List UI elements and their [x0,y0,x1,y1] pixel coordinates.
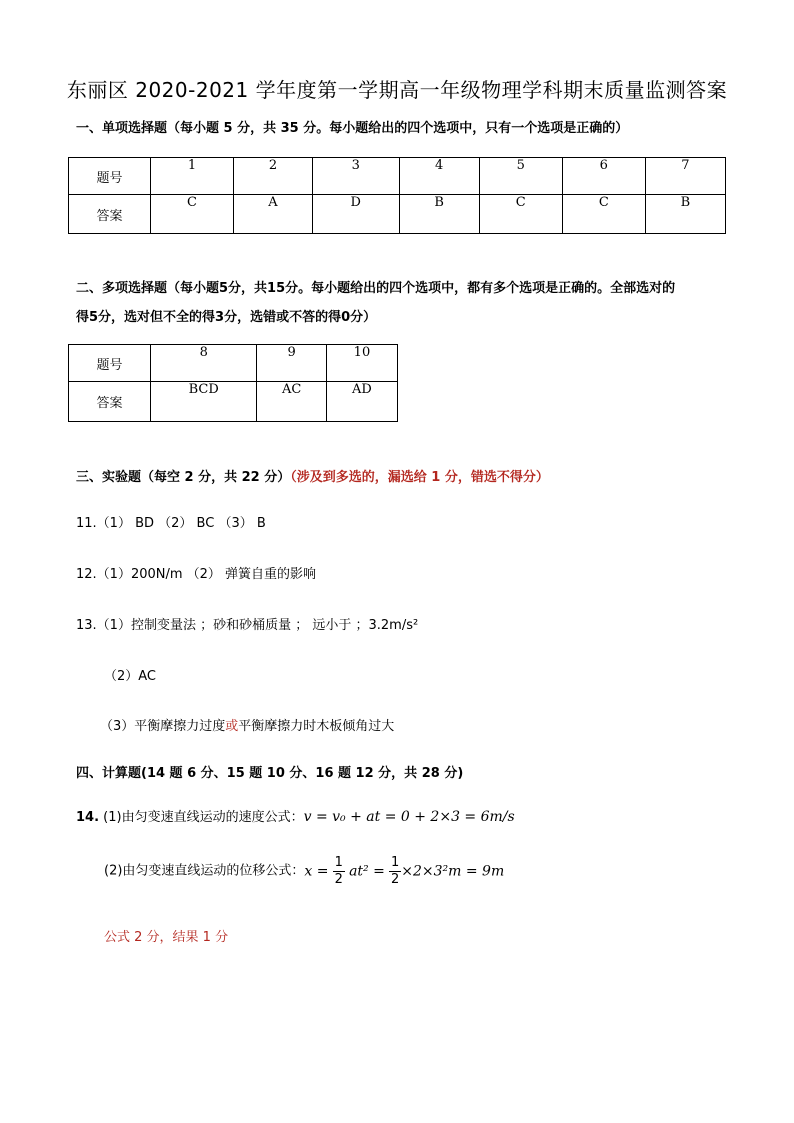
answer-cell: C [151,195,234,234]
answer-q11: 11.（1） BD （2） BC （3） B [76,516,266,531]
q14-2-text: (2)由匀变速直线运动的位移公式： [104,863,305,879]
section4-heading: 四、计算题(14 题 6 分、15 题 10 分、16 题 12 分，共 28 分) [76,766,464,781]
question-number: 5 [479,158,562,195]
q14-1-formula: v = v₀ + at = 0 + 2×3 = 6m/s [303,809,515,825]
row-label: 题号 [69,345,151,382]
question-number: 9 [257,345,326,382]
table-row [69,382,398,422]
answer-cell: A [234,195,313,234]
section3-title: 三、实验题（每空 2 分，共 22 分） [76,470,291,485]
answer-cell: B [645,195,725,234]
answer-cell: B [399,195,479,234]
question-number: 4 [399,158,479,195]
section3-heading [76,466,549,485]
q14-1-text: (1)由匀变速直线运动的速度公式： [103,810,304,825]
row-label: 题号 [69,158,151,195]
answer-cell: C [479,195,562,234]
answer-q13-3-or: 或 [225,719,239,734]
answer-cell: AD [326,382,397,422]
answer-cell: D [312,195,399,234]
row-label: 答案 [69,382,151,422]
question-number: 10 [326,345,397,382]
answer-q12: 12.（1）200N/m （2） 弹簧自重的影响 [76,567,317,582]
question-number: 3 [312,158,399,195]
fraction: $\frac{1}{2}$ [390,855,400,887]
q14-2-tail: ×2×3²m = 9m [401,863,505,880]
answer-q13-3 [100,715,394,734]
answer-cell: BCD [151,382,257,422]
scoring-note: 公式 2 分，结果 1 分 [104,930,229,945]
section1-heading: 一、单项选择题（每小题 5 分，共 35 分。每小题给出的四个选项中，只有一个选项是正确的） [76,121,629,136]
q14-label: 14. [76,810,100,825]
question-number: 6 [562,158,645,195]
question-number: 8 [151,345,257,382]
page-title: 东丽区 2020-2021 学年度第一学期高一年级物理学科期末质量监测答案 [66,78,728,102]
answer-q14-2 [104,855,504,888]
answer-cell: AC [257,382,326,422]
table-row [69,345,398,382]
answer-q14-1 [76,806,515,825]
answer-cell: C [562,195,645,234]
fraction: $\frac{1}{2}$ [334,855,343,887]
section2-heading-line1: 二、多项选择题（每小题5分，共15分。每小题给出的四个选项中，都有多个选项是正确的。全部选对的 [76,281,676,296]
answer-q13-2: （2）AC [104,669,157,684]
section2-heading-line2: 得5分，选对但不全的得3分，选错或不答的得0分） [76,310,377,325]
question-number: 2 [234,158,313,195]
answer-q13-3-part-a: （3）平衡摩擦力过度 [100,719,226,734]
section3-note: （涉及到多选的，漏选给 1 分，错选不得分） [290,470,549,485]
question-number: 7 [645,158,725,195]
answer-q13-3-part-b: 平衡摩擦力时木板倾角过大 [238,719,395,734]
q14-2-mid: at² = [349,863,385,880]
single-choice-table [68,157,726,234]
question-number: 1 [151,158,234,195]
multiple-choice-table [68,344,398,422]
q14-2-lhs: x = [304,863,329,880]
row-label: 答案 [69,195,151,234]
answer-q13-1: 13.（1）控制变量法 ；砂和砂桶质量 ； 远小于 ；3.2m/s² [76,618,419,633]
table-row [69,158,726,195]
table-row [69,195,726,234]
